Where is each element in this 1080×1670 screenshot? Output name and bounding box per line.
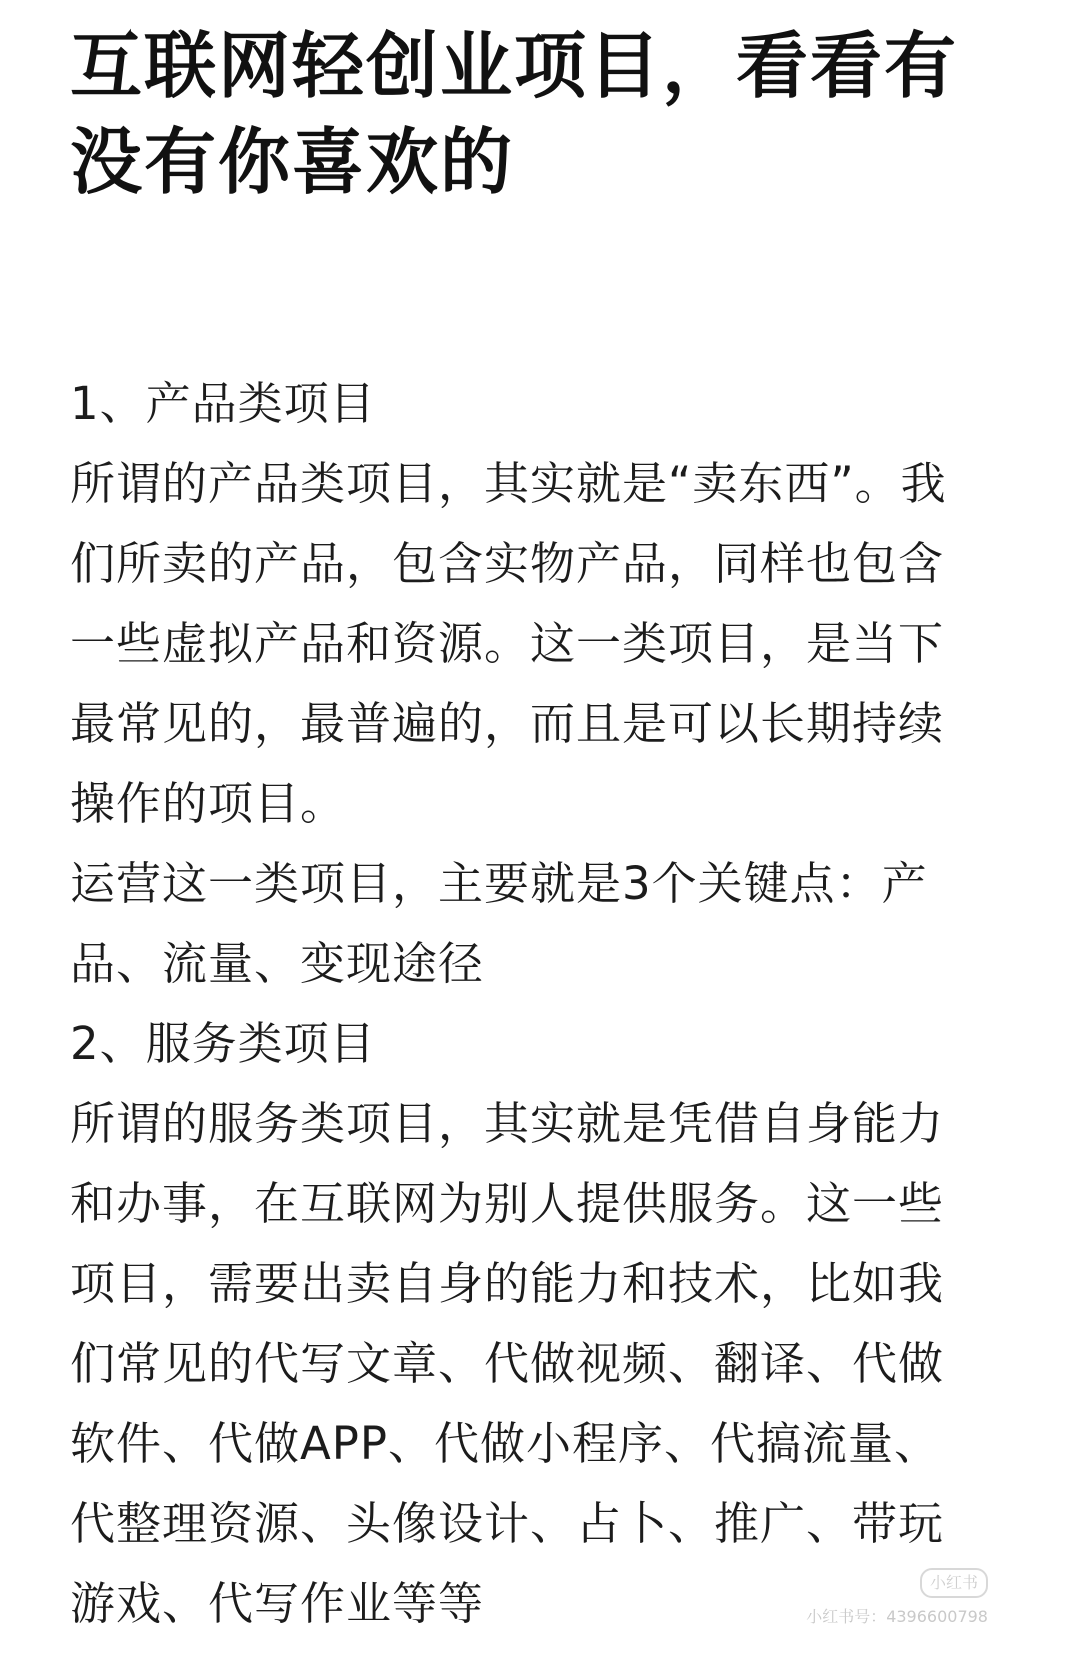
section-heading-service: 2、服务类项目 <box>70 1017 376 1070</box>
paragraph-service-description: 所谓的服务类项目，其实就是凭借自身能力和办事，在互联网为别人提供服务。这一些项目，需要出卖自身的能力和技术，比如我们常见的代写文章、代做视频、翻译、代做软件、代做APP、代做小程序、代搞流量、代整理资源、头像设计、占卜、推广、带玩游戏、代写作业等等 <box>70 1097 945 1630</box>
watermark-logo: 小红书 <box>920 1568 988 1598</box>
article-body <box>70 364 980 1644</box>
article-title: 互联网轻创业项目，看看有没有你喜欢的 <box>70 24 959 204</box>
paragraph-product-keypoints: 运营这一类项目，主要就是3个关键点：产品、流量、变现途径 <box>70 857 928 990</box>
paragraph-product-description: 所谓的产品类项目，其实就是“卖东西”。我们所卖的产品，包含实物产品，同样也包含一些虚拟产品和资源。这一类项目，是当下最常见的，最普遍的，而且是可以长期持续操作的项目。 <box>70 457 947 830</box>
watermark <box>806 1568 988 1628</box>
section-heading-product: 1、产品类项目 <box>70 377 376 430</box>
watermark-id: 小红书号：4396600798 <box>806 1607 988 1626</box>
